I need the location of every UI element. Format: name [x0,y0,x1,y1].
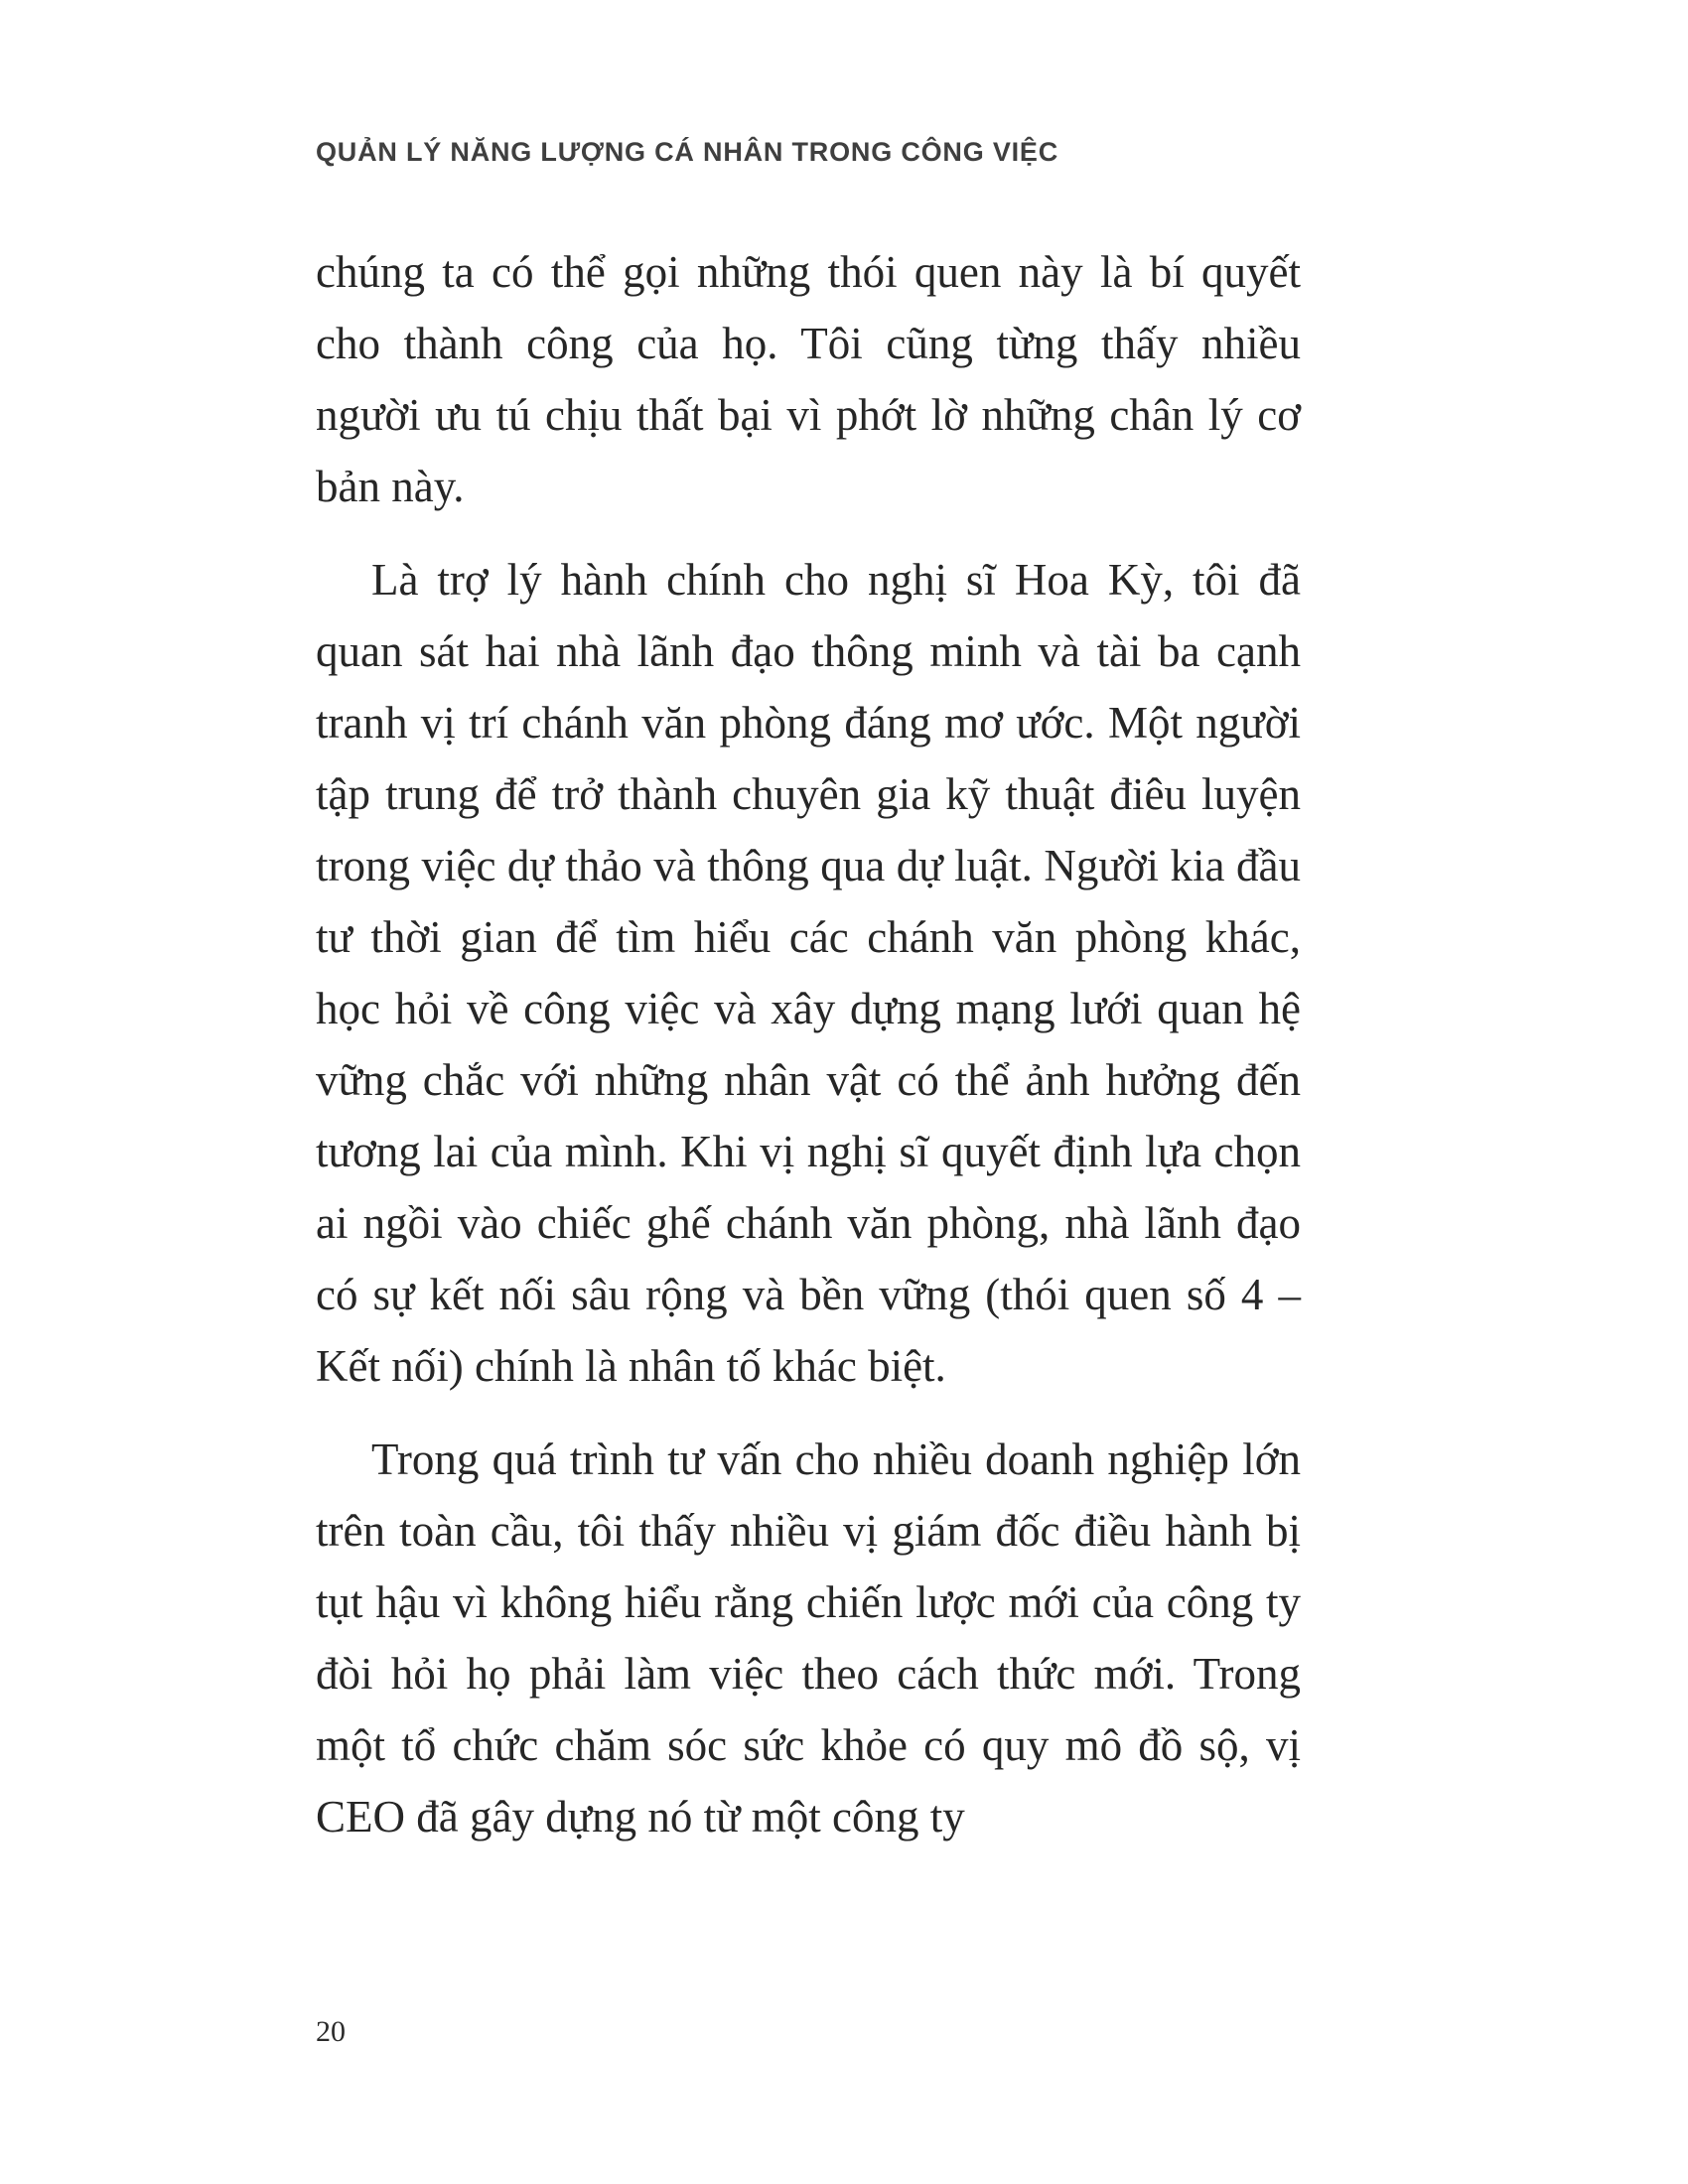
paragraph: Trong quá trình tư vấn cho nhiều doanh nghiệp lớn trên toàn cầu, tôi thấy nhiều vị giám đốc điều hành bị tụt hậu vì không hiểu rằng chiến lược mới của công ty đòi hỏi họ phải làm việc theo cách thức mới. Trong một tổ chức chăm sóc sức khỏe có quy mô đồ sộ, vị CEO đã gây dựng nó từ một công ty [316,1434,1301,1842]
page-number: 20 [316,2015,346,2048]
paragraph: Là trợ lý hành chính cho nghị sĩ Hoa Kỳ, tôi đã quan sát hai nhà lãnh đạo thông minh và tài ba cạnh tranh vị trí chánh văn phòng đáng mơ ước. Một người tập trung để trở thành chuyên gia kỹ thuật điêu luyện trong việc dự thảo và thông qua dự luật. Người kia đầu tư thời gian để tìm hiểu các chánh văn phòng khác, học hỏi về công việc và xây dựng mạng lưới quan hệ vững chắc với những nhân vật có thể ảnh hưởng đến tương lai của mình. Khi vị nghị sĩ quyết định lựa chọn ai ngồi vào chiếc ghế chánh văn phòng, nhà lãnh đạo có sự kết nối sâu rộng và bền vững (thói quen số 4 – Kết nối) chính là nhân tố khác biệt. [316,555,1301,1391]
running-header: QUẢN LÝ NĂNG LƯỢNG CÁ NHÂN TRONG CÔNG VIỆC [316,137,1059,167]
body-text [316,236,1301,1874]
paragraph-continuation: chúng ta có thể gọi những thói quen này là bí quyết cho thành công của họ. Tôi cũng từng thấy nhiều người ưu tú chịu thất bại vì phớt lờ những chân lý cơ bản này. [316,247,1301,511]
